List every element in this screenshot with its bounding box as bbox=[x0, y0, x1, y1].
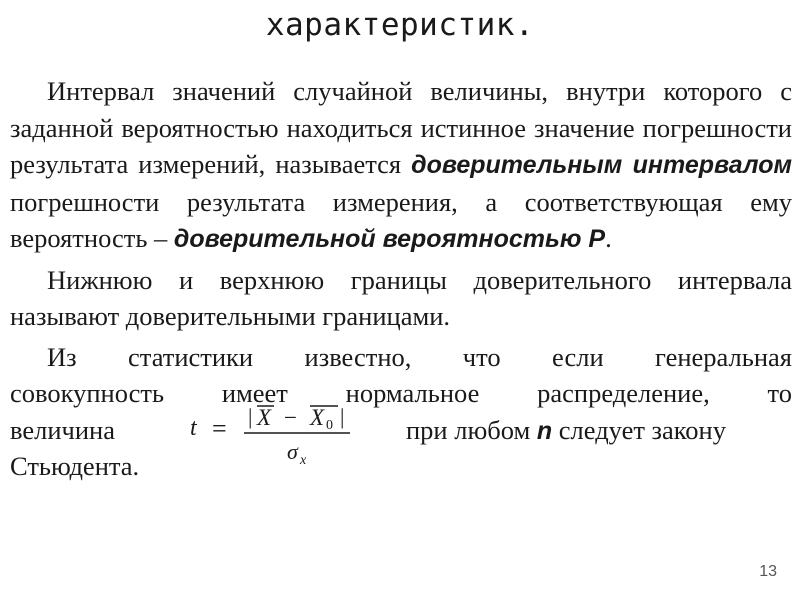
word-student: Стьюдента. bbox=[10, 451, 140, 481]
word: то bbox=[767, 378, 792, 408]
formula-minus: − bbox=[284, 404, 297, 430]
variable-n: n bbox=[536, 416, 553, 445]
term-confidence-interval: доверительным интервалом bbox=[411, 151, 792, 179]
paragraph-student-law bbox=[10, 339, 792, 485]
formula-x0-subscript: 0 bbox=[326, 417, 333, 433]
word: известно, bbox=[304, 341, 412, 372]
word-magnitude: величина bbox=[10, 414, 115, 445]
page-number: 13 bbox=[759, 563, 777, 580]
slide-title: характеристик. bbox=[265, 7, 535, 43]
word: генеральная bbox=[655, 341, 792, 372]
formula-x-mean: X bbox=[257, 404, 272, 430]
paragraph3-line-1 bbox=[10, 339, 792, 376]
paragraph1-text-end: . bbox=[605, 223, 612, 253]
paragraph3-line-4 bbox=[10, 448, 792, 485]
word: статистики bbox=[128, 341, 254, 372]
word: если bbox=[552, 341, 604, 372]
formula-sigma: σ bbox=[287, 438, 298, 464]
paragraph1-text-before: Интервал значений случайной величины, внутри которого с заданной вероятностью находиться истинное значение погрешности результата измерений, называется bbox=[10, 76, 792, 179]
word: нормальное bbox=[345, 378, 480, 408]
paragraph1-text-mid: погрешности результата измерения, а соответствующая ему вероятность – bbox=[10, 186, 792, 253]
word: распределение, bbox=[537, 378, 710, 408]
text-follows-law: следует закону bbox=[552, 414, 726, 445]
slide-body bbox=[10, 73, 792, 485]
formula-sigma-subscript: x bbox=[300, 452, 307, 468]
word: имеет bbox=[221, 378, 288, 408]
formula-lhs: t bbox=[190, 414, 197, 441]
formula-abs-left: | bbox=[248, 403, 253, 429]
word: Из bbox=[47, 341, 77, 372]
text-for-any: при любом bbox=[406, 414, 537, 445]
formula-equals: = bbox=[212, 413, 227, 443]
paragraph3-line-2 bbox=[10, 375, 792, 412]
formula-x0: X bbox=[310, 404, 325, 430]
word: совокупность bbox=[10, 378, 165, 408]
student-t-formula bbox=[160, 403, 394, 468]
paragraph3-line3-tail bbox=[406, 412, 726, 450]
formula-graphic bbox=[160, 403, 394, 468]
term-confidence-probability: доверительной вероятностью Р bbox=[173, 225, 606, 253]
word: что bbox=[462, 341, 501, 372]
paragraph-confidence-interval bbox=[10, 73, 792, 258]
paragraph-confidence-bounds: Нижнюю и верхнюю границы доверительного интервала называют доверительными границами. bbox=[10, 264, 792, 331]
formula-abs-right: | bbox=[340, 403, 345, 429]
